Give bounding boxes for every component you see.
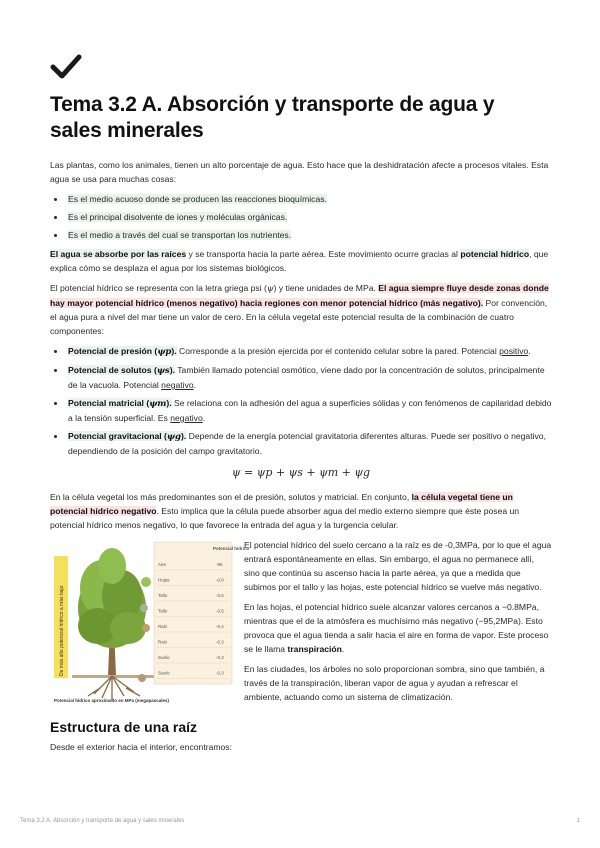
list-item: • Potencial de presión (ψp). Corresponde a la presión ejercida por el contenido celular sobre la pared. Potencial positivo. — [66, 344, 552, 359]
row-value: -0,3 — [216, 655, 224, 660]
row-label: Tallo — [158, 608, 168, 614]
row-label: Hojas — [158, 577, 170, 583]
column-header: Potencial hídrico — [213, 546, 250, 551]
roots — [88, 676, 140, 700]
row-label: Tallo — [158, 593, 168, 598]
intro-paragraph: Las plantas, como los animales, tienen un alto porcentaje de agua. Esto hace que la deshidratación afecte a procesos vitales. Esta agua se usa para muchas cosas: — [50, 160, 549, 184]
row-value: -95 — [216, 562, 223, 567]
row-value: -0,5 — [216, 608, 224, 614]
list-item: • Potencial gravitacional (ψg). Depende de la energía potencial gravitatoria diferentes alturas. Puede ser positivo o negativo, dependiendo de la posición del campo gravitatorio. — [66, 429, 552, 458]
checkmark-icon — [50, 54, 82, 80]
figure-caption: Potencial hídrico aproximado en MPa (megapascales) — [54, 698, 170, 703]
leaf-detail — [141, 577, 151, 587]
figure-row — [50, 538, 552, 710]
row-value: -0,3 — [216, 670, 224, 676]
cell-paragraph: En la célula vegetal los más predominantes son el de presión, solutos y matricial. En conjunto, la célula vegetal tiene un potencial hídrico negativo. Esto implica que la célula puede absorber agua del medio externo siempre que éste posea un potencial hídrico menos negativo, lo que favorece la entrada del agua y la turgencia celular. — [50, 492, 520, 530]
tree-water-potential-figure — [50, 538, 250, 706]
page-number: 1 — [576, 818, 580, 824]
row-value: -0,6 — [216, 593, 224, 598]
list-item: • Es el medio a través del cual se transportan los nutrientes. — [66, 228, 552, 242]
water-uses-list — [50, 192, 552, 242]
list-item: • Es el principal disolvente de iones y moléculas orgánicas. — [66, 210, 552, 224]
row-label: Aire — [158, 562, 167, 567]
absorption-paragraph: El agua se absorbe por las raíces y se transporta hacia la parte aérea. Este movimiento ocurre gracias al potencial hídrico, que explica cómo se desplaza el agua por los sistemas biológicos. — [50, 249, 549, 273]
side-text — [244, 538, 552, 710]
row-label: Suelo — [158, 655, 170, 660]
row-label: Raíz — [158, 639, 168, 645]
soil-paragraph: El potencial hídrico del suelo cercano a la raíz es de -0,3MPa, por lo que el agua entrará espontáneamente en ellas. Sin embargo, el agua no permanece allí, sino que continúa su ascenso hacia la parte aérea, ya que a medida que subimos por el tallo y las hojas, este potencial hídrico se vuelve más negativo. — [244, 540, 552, 592]
list-item: • Potencial de solutos (ψs). También llamado potencial osmótico, viene dado por la concentración de solutos, principalmente de la vacuola. Potencial negativo. — [66, 363, 552, 392]
list-item: • Es el medio acuoso donde se producen las reacciones bioquímicas. — [66, 192, 552, 206]
row-value: -0,3 — [216, 639, 224, 645]
cities-paragraph: En las ciudades, los árboles no solo proporcionan sombra, sino que también, a través de la transpiración, liberan vapor de agua y ayudan a refrescar el ambiente, actuando como un sistema de climatización. — [244, 664, 545, 702]
list-item: • Potencial matricial (ψm). Se relaciona con la adhesión del agua a superficies sólidas y con fenómenos de capilaridad debido a la tensión superficial. Es negativo. — [66, 396, 552, 425]
row-label: Raíz — [158, 624, 168, 629]
document-body — [50, 158, 552, 760]
root-paragraph: Desde el exterior hacia el interior, encontramos: — [50, 742, 232, 752]
footer-title: Tema 3.2 A. Absorción y transporte de agua y sales minerales — [20, 818, 185, 824]
row-value: -0,8 — [216, 577, 224, 583]
row-value: -0,4 — [216, 624, 224, 629]
section-heading: Estructura de una raíz — [50, 719, 198, 735]
leaves-paragraph: En las hojas, el potencial hídrico suele alcanzar valores cercanos a −0.8MPa, mientras que el de la atmósfera es muchísimo más negativo (−95,2MPa). Esto provoca que el agua tienda a salir hacia el aire en forma de vapor. Este proceso se le llama transpiración. — [244, 602, 549, 654]
side-label: De más alto potencial hídrico a más bajo — [59, 585, 65, 676]
page-title: Tema 3.2 A. Absorción y transporte de agua y sales minerales — [50, 93, 495, 142]
components-list — [50, 344, 552, 458]
formula: ψ = ψp + ψs + ψm + ψg — [231, 466, 371, 479]
potential-paragraph: El potencial hídrico se representa con la letra griega psi (ψ) y tiene unidades de MPa. El agua siempre fluye desde zonas donde hay mayor potencial hídrico (menos negativo) hacia regiones con menor potencial hídrico (más negativo). Por convención, el agua pura a nivel del mar tiene un valor de cero. En la célula vegetal este potencial resulta de la combinación de cuatro componentes: — [50, 283, 549, 336]
row-label: Suelo — [158, 670, 170, 676]
